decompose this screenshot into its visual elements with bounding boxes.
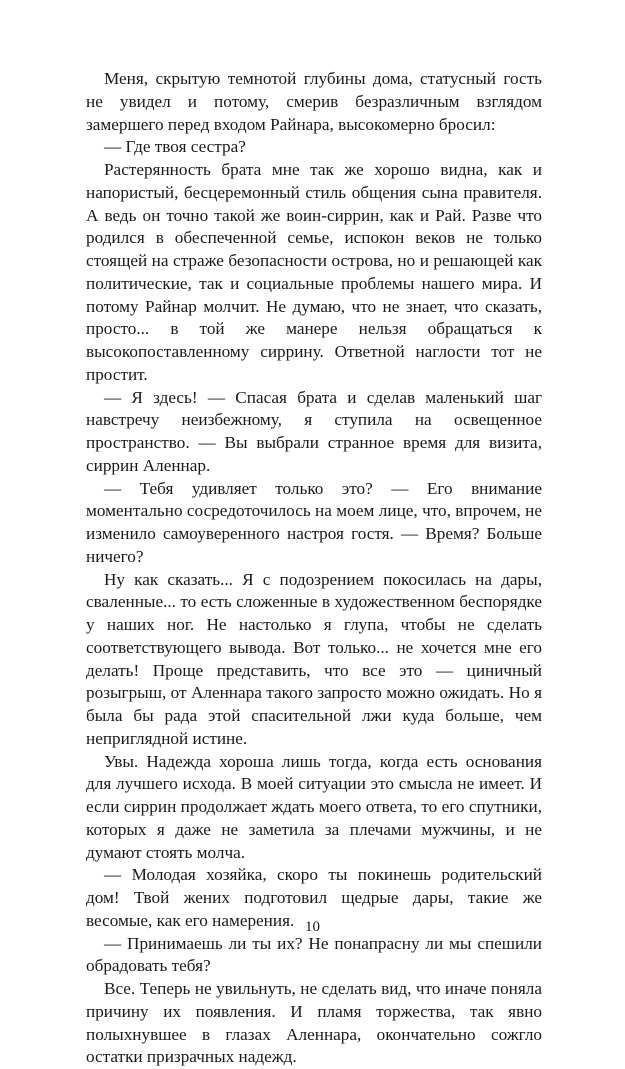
- paragraph-5: — Тебя удивляет только это? — Его внимание моментально сосредоточилось на моем лице, что, впрочем, не изменило самоуверенного настроя гостя. — Время? Больше ничего?: [86, 478, 542, 566]
- paragraph-8: — Молодая хозяйка, скоро ты покинешь родительский дом! Твой жених подготовил щедрые дары, такие же весомые, как его намерения.: [86, 865, 542, 930]
- paragraph-7: Увы. Надежда хороша лишь тогда, когда есть основания для лучшего исхода. В моей ситуации это смысла не имеет. И если сиррин продолжает ждать моего ответа, то его спутники, которых я даже не заметила за плечами мужчины, и не думают стоять молча.: [86, 751, 542, 862]
- page-number: 10: [305, 919, 320, 935]
- paragraph-3: Растерянность брата мне так же хорошо видна, как и напористый, бесцеремонный стиль общения сына правителя. А ведь он точно такой же воин-сиррин, как и Рай. Разве что родился в обеспеченной семье, испокон веков не только стоящей на страже безопасности острова, но и решающей как политические, так и социальные проблемы нашего мира. И потому Райнар молчит. Не думаю, что не знает, что сказать, просто... в той же манере нельзя обращаться к высокопоставленному сиррину. Ответной наглости тот не простит.: [86, 160, 542, 384]
- paragraph-10: Все. Теперь не увильнуть, не сделать вид, что иначе поняла причину их появления. И пламя торжества, так явно полыхнувшее в глазах Аленнара, окончательно сожгло остатки призрачных надежд.: [86, 979, 542, 1067]
- paragraph-9: — Принимаешь ли ты их? Не понапрасну ли мы спешили обрадовать тебя?: [86, 933, 542, 976]
- paragraph-4: — Я здесь! — Спасая брата и сделав маленький шаг навстречу неизбежному, я ступила на освещенное пространство. — Вы выбрали странное время для визита, сиррин Аленнар.: [86, 387, 542, 475]
- paragraph-1: Меня, скрытую темнотой глубины дома, статусный гость не увидел и потому, смерив безразличным взглядом замершего перед входом Райнара, высокомерно бросил:: [86, 69, 542, 134]
- paragraph-2: — Где твоя сестра?: [104, 137, 246, 157]
- paragraph-6: Ну как сказать... Я с подозрением покосилась на дары, сваленные... то есть сложенные в художественном беспорядке у наших ног. Не настолько я глупа, чтобы не сделать соответствующего вывода. Вот только... не хочется мне его делать! Проще представить, что все это — циничный розыгрыш, от Аленнара такого запросто можно ожидать. Но я была бы рада этой спасительной лжи куда больше, чем неприглядной истине.: [86, 569, 542, 748]
